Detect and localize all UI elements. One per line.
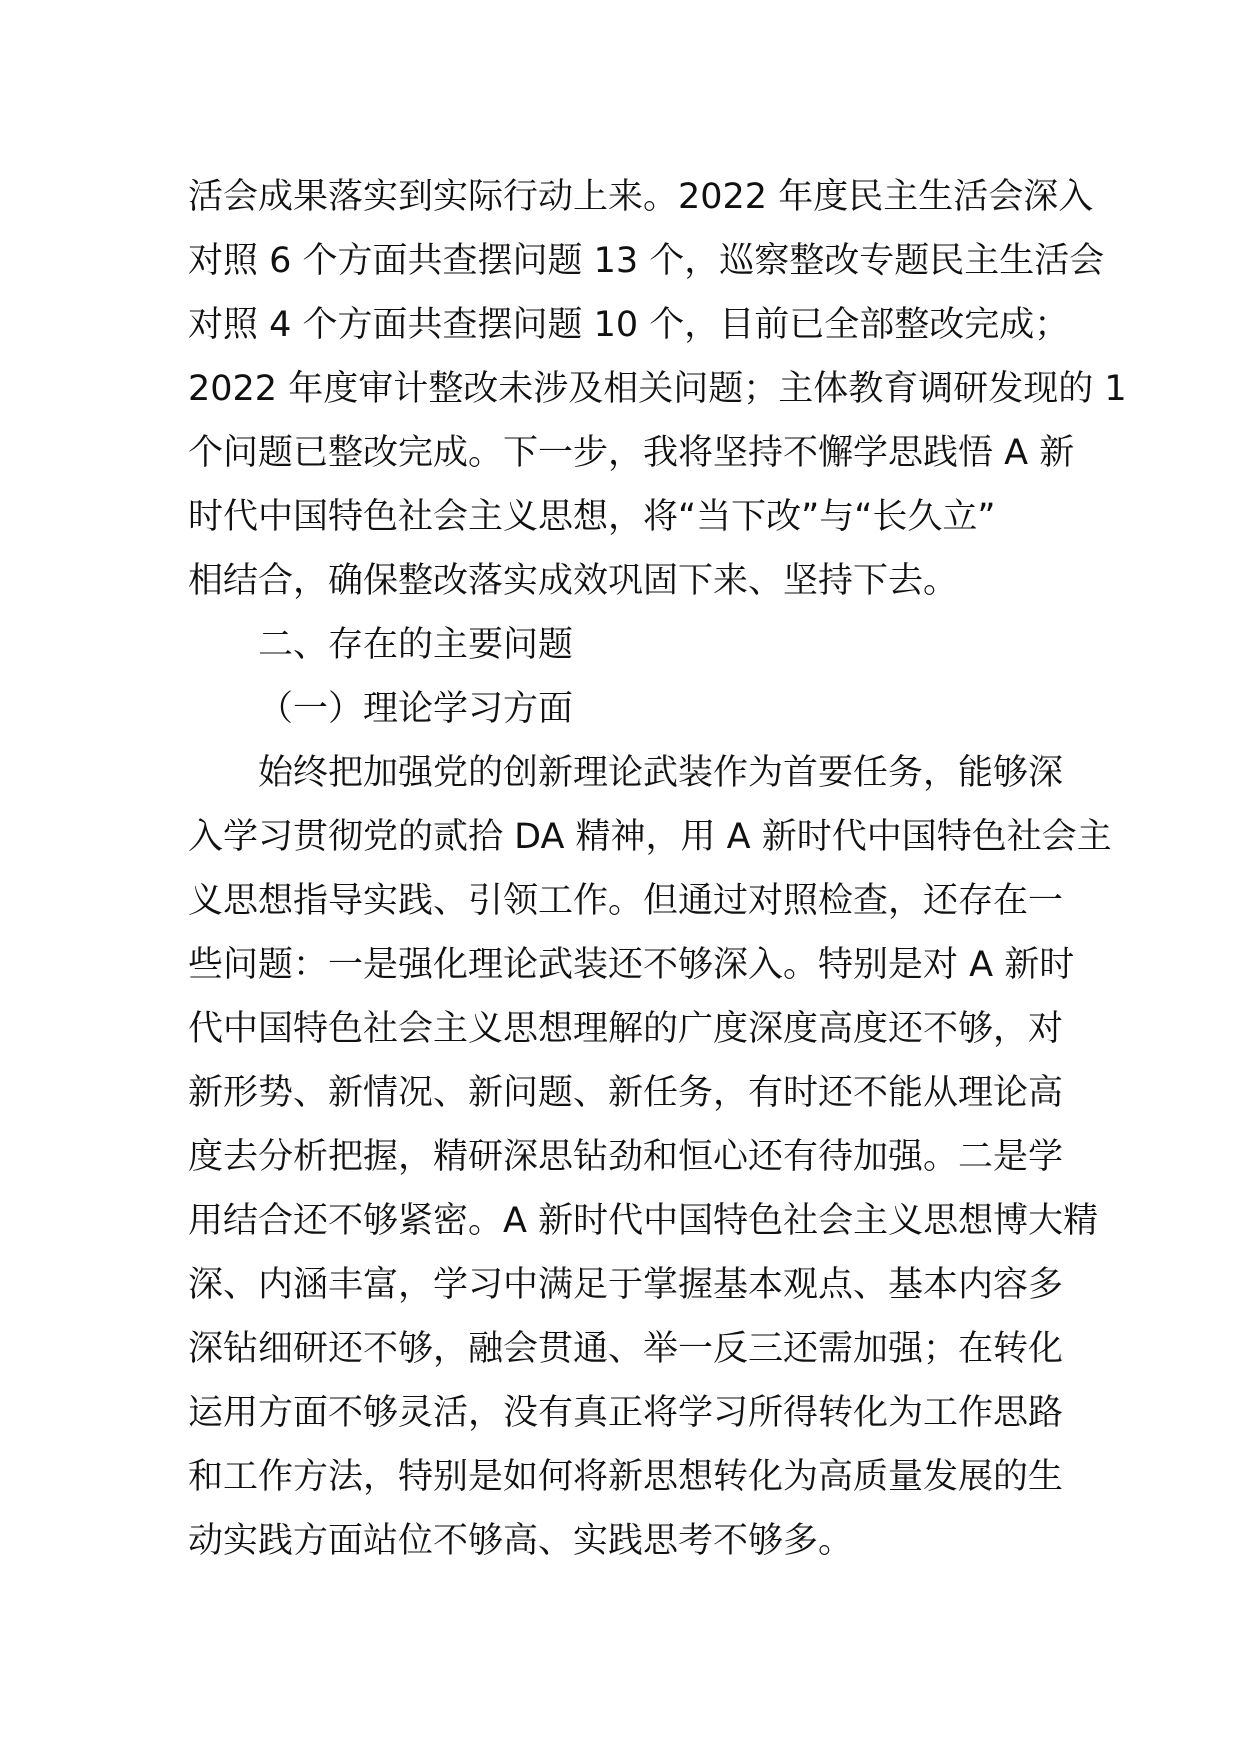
document-body <box>188 165 1127 1573</box>
text-line: 新形势、新情况、新问题、新任务，有时还不能从理论高 <box>188 1073 1064 1113</box>
text-line: 个问题已整改完成。下一步，我将坚持不懈学思践悟 A 新 <box>188 433 1075 473</box>
text-line: 2022 年度审计整改未涉及相关问题；主体教育调研发现的 1 <box>188 369 1127 409</box>
text-line: 相结合，确保整改落实成效巩固下来、坚持下去。 <box>188 561 959 601</box>
section-heading: 二、存在的主要问题 <box>258 625 574 665</box>
text-line: 活会成果落实到实际行动上来。2022 年度民主生活会深入 <box>188 177 1094 217</box>
paragraph-first-line: 始终把加强党的创新理论武装作为首要任务，能够深 <box>258 753 1064 793</box>
text-line: 入学习贯彻党的贰拾 DA 精神，用 A 新时代中国特色社会主 <box>188 817 1112 857</box>
text-line: 对照 6 个方面共查摆问题 13 个，巡察整改专题民主生活会 <box>188 241 1105 281</box>
text-line: 时代中国特色社会主义思想，将“当下改”与“长久立” <box>188 497 996 537</box>
text-line: 对照 4 个方面共查摆问题 10 个，目前已全部整改完成； <box>188 305 1070 345</box>
text-line: 深、内涵丰富，学习中满足于掌握基本观点、基本内容多 <box>188 1265 1064 1305</box>
text-line: 代中国特色社会主义思想理解的广度深度高度还不够，对 <box>188 1009 1064 1049</box>
text-line: 动实践方面站位不够高、实践思考不够多。 <box>188 1521 854 1561</box>
text-line: 运用方面不够灵活，没有真正将学习所得转化为工作思路 <box>188 1393 1064 1433</box>
text-line: 用结合还不够紧密。A 新时代中国特色社会主义思想博大精 <box>188 1201 1099 1241</box>
text-line: 度去分析把握，精研深思钻劲和恒心还有待加强。二是学 <box>188 1137 1064 1177</box>
text-line: 深钻细研还不够，融会贯通、举一反三还需加强；在转化 <box>188 1329 1064 1369</box>
subsection-heading: （一）理论学习方面 <box>258 689 574 729</box>
text-line: 义思想指导实践、引领工作。但通过对照检查，还存在一 <box>188 881 1064 921</box>
text-line: 和工作方法，特别是如何将新思想转化为高质量发展的生 <box>188 1457 1064 1497</box>
text-line: 些问题：一是强化理论武装还不够深入。特别是对 A 新时 <box>188 945 1075 985</box>
